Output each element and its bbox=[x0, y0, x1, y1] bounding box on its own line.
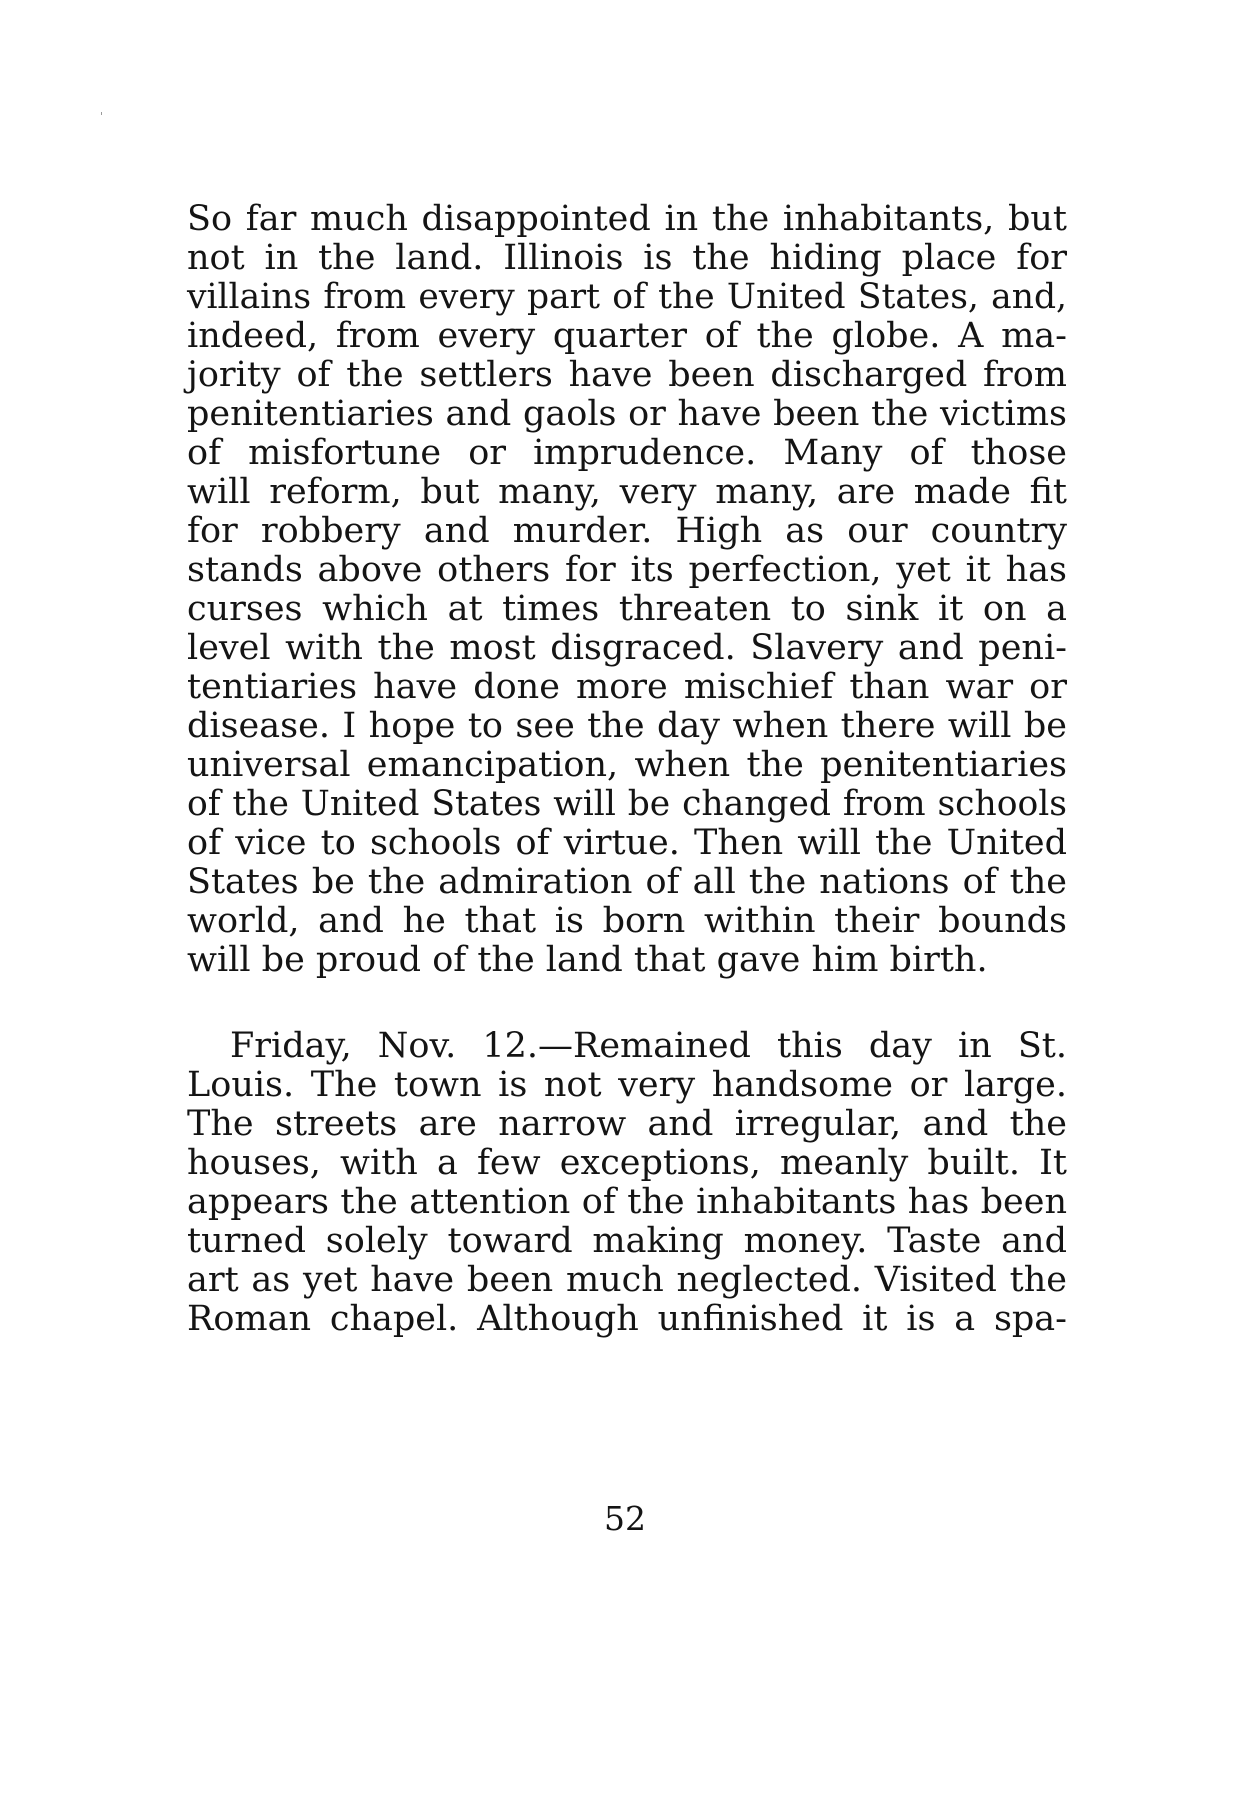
text-line: of vice to schools of virtue. Then will the United bbox=[187, 823, 1067, 863]
text-line: Friday, Nov. 12.—Remained this day in St. bbox=[230, 1026, 1067, 1066]
text-line: for robbery and murder. High as our country bbox=[187, 511, 1067, 551]
text-line: of misfortune or imprudence. Many of those bbox=[187, 433, 1067, 473]
text-line: universal emancipation, when the penitentiaries bbox=[187, 745, 1067, 785]
text-line: not in the land. Illinois is the hiding place for bbox=[187, 238, 1067, 278]
text-line: States be the admiration of all the nations of the bbox=[187, 862, 1067, 902]
text-line: So far much disappointed in the inhabitants, but bbox=[187, 199, 1067, 239]
text-line: disease. I hope to see the day when there will be bbox=[187, 706, 1067, 746]
text-line: of the United States will be changed from schools bbox=[187, 784, 1067, 824]
text-line: villains from every part of the United States, and, bbox=[187, 277, 1067, 317]
text-line: The streets are narrow and irregular, and the bbox=[187, 1104, 1067, 1144]
text-line: curses which at times threaten to sink it on a bbox=[187, 589, 1067, 629]
text-line: stands above others for its perfection, yet it has bbox=[187, 550, 1067, 590]
text-line: will reform, but many, very many, are made fit bbox=[187, 472, 1067, 512]
text-line: tentiaries have done more mischief than war or bbox=[187, 667, 1067, 707]
text-line: turned solely toward making money. Taste and bbox=[187, 1221, 1067, 1261]
paper-speck bbox=[101, 112, 102, 115]
text-line: appears the attention of the inhabitants has been bbox=[187, 1182, 1067, 1222]
text-line: houses, with a few exceptions, meanly built. It bbox=[187, 1143, 1067, 1183]
text-line: penitentiaries and gaols or have been the victims bbox=[187, 394, 1067, 434]
text-line: level with the most disgraced. Slavery and peni- bbox=[187, 628, 1067, 668]
text-line: jority of the settlers have been discharged from bbox=[187, 355, 1067, 395]
text-line: will be proud of the land that gave him birth. bbox=[187, 940, 988, 980]
text-line: world, and he that is born within their bounds bbox=[187, 901, 1067, 941]
page-number: 52 bbox=[604, 1499, 646, 1538]
text-line: indeed, from every quarter of the globe. A ma- bbox=[187, 316, 1067, 356]
text-line: art as yet have been much neglected. Visited the bbox=[187, 1260, 1067, 1300]
text-line: Roman chapel. Although unfinished it is a spa- bbox=[187, 1299, 1067, 1339]
text-line: Louis. The town is not very handsome or large. bbox=[187, 1065, 1067, 1105]
